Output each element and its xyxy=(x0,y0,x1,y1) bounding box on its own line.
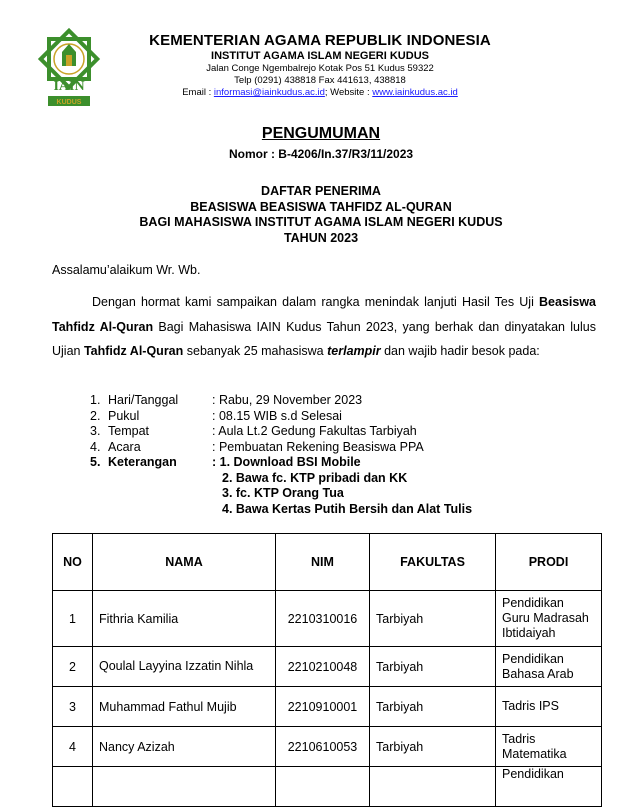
cell-no: 1 xyxy=(53,591,93,647)
agenda-number: 3. xyxy=(90,424,101,438)
cell-nama xyxy=(93,767,276,807)
table-header-row xyxy=(53,534,602,591)
keterangan-item: 3. fc. KTP Orang Tua xyxy=(222,486,344,500)
paragraph-text: Bagi Mahasiswa IAIN Kudus Tahun 2023, yang berhak dan dinyatakan lulus Ujian xyxy=(52,319,596,358)
subject-line: DAFTAR PENERIMA xyxy=(261,184,381,198)
cell-prodi: Tadris IPS xyxy=(496,687,602,727)
cell-fakultas xyxy=(370,767,496,807)
phone-line: Telp (0291) 438818 Fax 441613, 438818 xyxy=(234,75,406,86)
announcement-title: PENGUMUMAN xyxy=(261,125,381,142)
agenda-label: Hari/Tanggal xyxy=(108,393,179,407)
paragraph-text: dan wajib hadir besok pada: xyxy=(380,344,540,358)
agenda-label: Acara xyxy=(108,439,141,454)
institute-name: INSTITUT AGAMA ISLAM NEGERI KUDUS xyxy=(211,50,429,62)
agenda-number: 5. xyxy=(90,455,101,469)
paragraph-emphasis: terlampir xyxy=(327,344,381,358)
cell-nim: 2210910001 xyxy=(276,687,370,727)
greeting: Assalamu’alaikum Wr. Wb. xyxy=(52,263,201,277)
paragraph-text: sebanyak 25 mahasiswa xyxy=(183,344,328,358)
paragraph-emphasis: Tahfidz Al-Quran xyxy=(83,344,184,358)
paragraph-emphasis: Beasiswa Tahfidz Al-Quran xyxy=(52,295,596,334)
agenda-label: Tempat xyxy=(108,424,149,438)
iain-kudus-logo xyxy=(40,30,98,108)
cell-fakultas: Tarbiyah xyxy=(370,647,496,687)
email-label: Email : xyxy=(182,87,214,98)
agenda-number: 1. xyxy=(90,393,101,407)
agenda-value: : Rabu, 29 November 2023 xyxy=(212,393,363,407)
email-link[interactable]: informasi@iainkudus.ac.id xyxy=(213,87,325,98)
header-nama: NAMA xyxy=(93,534,276,591)
agenda-item xyxy=(90,424,472,440)
keterangan-item: 4. Bawa Kertas Putih Bersih dan Alat Tulis xyxy=(222,501,473,516)
agenda-item xyxy=(90,393,472,409)
subject-line: BEASISWA BEASISWA TAHFIDZ AL-QURAN xyxy=(190,199,452,214)
header-no: NO xyxy=(53,534,93,591)
cell-nim: 2210610053 xyxy=(276,727,370,767)
cell-nim: 2210210048 xyxy=(276,647,370,687)
table-row xyxy=(53,647,602,687)
header-nim: NIM xyxy=(276,534,370,591)
agenda-label: Keterangan xyxy=(108,455,177,469)
website-label: ; Website : xyxy=(324,87,373,98)
cell-nama: Nancy Azizah xyxy=(93,727,276,767)
keterangan-item: : 1. Download BSI Mobile xyxy=(212,455,361,469)
announcement-subject xyxy=(0,184,642,246)
table-row xyxy=(53,767,602,807)
cell-no: 4 xyxy=(53,727,93,767)
contact-line xyxy=(110,87,530,99)
cell-prodi: Pendidikan Bahasa Arab xyxy=(496,647,602,687)
table-row xyxy=(53,687,602,727)
body-paragraph xyxy=(52,290,596,364)
table-row xyxy=(53,591,602,647)
agenda-item xyxy=(90,440,472,456)
agenda-list xyxy=(90,393,472,517)
keterangan-list xyxy=(212,455,472,517)
cell-no: 3 xyxy=(53,687,93,727)
cell-prodi: Tadris Matematika xyxy=(496,727,602,767)
cell-no xyxy=(53,767,93,807)
ministry-name: KEMENTERIAN AGAMA REPUBLIK INDONESIA xyxy=(149,32,491,49)
paragraph-text: Dengan hormat kami sampaikan dalam rangka menindak lanjuti Hasil Tes Uji xyxy=(92,295,540,309)
website-link[interactable]: www.iainkudus.ac.id xyxy=(372,87,458,98)
agenda-item-keterangan xyxy=(90,455,472,517)
cell-nim: 2210310016 xyxy=(276,591,370,647)
table-row xyxy=(53,727,602,767)
cell-nim xyxy=(276,767,370,807)
agenda-value: : 08.15 WIB s.d Selesai xyxy=(212,408,342,423)
subject-line: BAGI MAHASISWA INSTITUT AGAMA ISLAM NEGERI KUDUS xyxy=(139,215,503,229)
cell-nama: Muhammad Fathul Mujib xyxy=(93,687,276,727)
logo-subtext: KUDUS xyxy=(56,99,82,106)
cell-prodi: Pendidikan xyxy=(496,767,602,807)
agenda-label: Pukul xyxy=(108,408,140,423)
agenda-number: 2. xyxy=(90,408,101,423)
address-line: Jalan Conge Ngembalrejo Kotak Pos 51 Kudus 59322 xyxy=(206,63,434,74)
recipients-table xyxy=(52,533,602,807)
cell-nama: Qoulal Layyina Izzatin Nihla xyxy=(93,647,276,687)
keterangan-item: 2. Bawa fc. KTP pribadi dan KK xyxy=(222,470,408,485)
agenda-item xyxy=(90,409,472,425)
header-fakultas: FAKULTAS xyxy=(370,534,496,591)
header-prodi: PRODI xyxy=(496,534,602,591)
cell-fakultas: Tarbiyah xyxy=(370,687,496,727)
cell-no: 2 xyxy=(53,647,93,687)
agenda-value: : Aula Lt.2 Gedung Fakultas Tarbiyah xyxy=(212,424,417,438)
agenda-value: : Pembuatan Rekening Beasiswa PPA xyxy=(212,439,424,454)
agenda-number: 4. xyxy=(90,439,101,454)
cell-fakultas: Tarbiyah xyxy=(370,591,496,647)
cell-nama: Fithria Kamilia xyxy=(93,591,276,647)
logo-text: IAIN xyxy=(53,79,85,94)
letterhead xyxy=(110,32,530,99)
cell-fakultas: Tarbiyah xyxy=(370,727,496,767)
announcement-number: Nomor : B-4206/In.37/R3/11/2023 xyxy=(228,147,414,161)
cell-prodi: Pendidikan Guru Madrasah Ibtidaiyah xyxy=(496,591,602,647)
subject-line: TAHUN 2023 xyxy=(283,230,359,245)
